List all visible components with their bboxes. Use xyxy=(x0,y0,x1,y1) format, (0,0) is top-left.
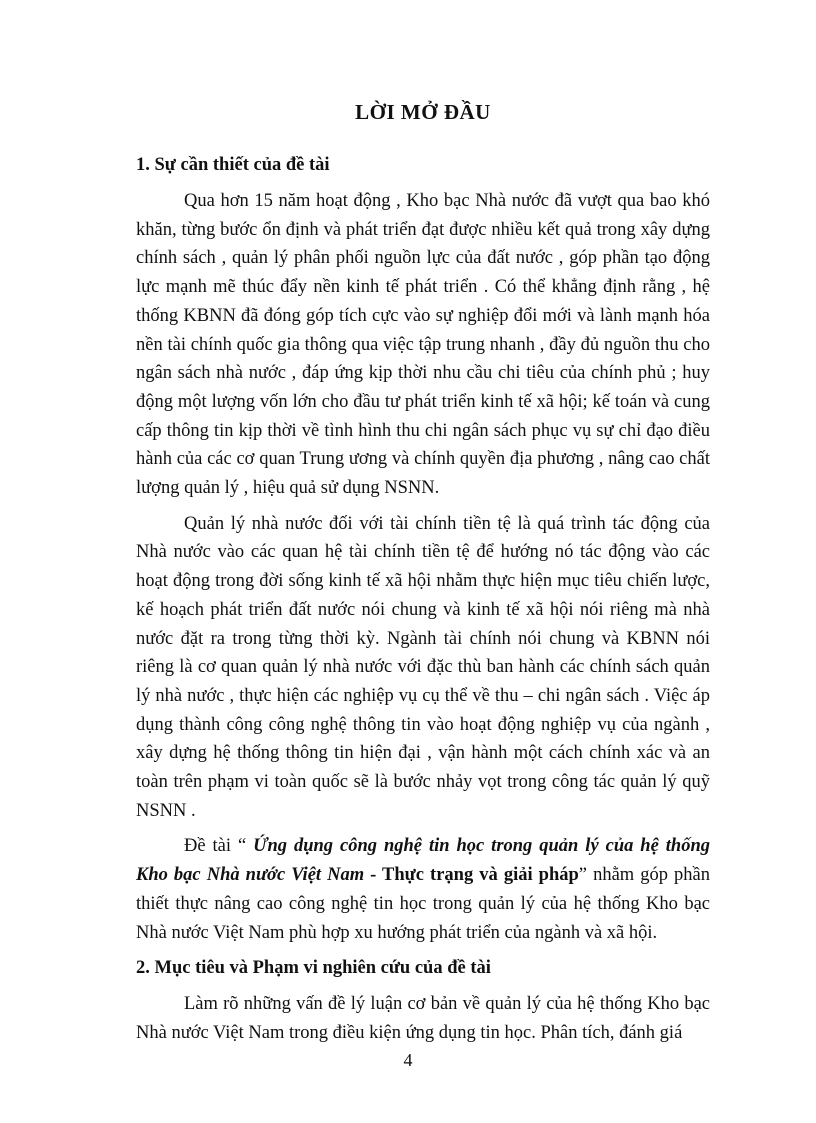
section-1-paragraph-2: Quản lý nhà nước đối với tài chính tiền tệ là quá trình tác động của Nhà nước vào các quan hệ tài chính tiền tệ để hướng nó tác động vào các hoạt động trong đời sống kinh tế xã hội nhằm thực hiện mục tiêu chiến lược, kế hoạch phát triển đất nước nói chung và kinh tế xã hội nói riêng mà nhà nước đặt ra trong từng thời kỳ. Ngành tài chính nói chung và KBNN nói riêng là cơ quan quản lý nhà nước với đặc thù ban hành các chính sách quản lý nhà nước , thực hiện các nghiệp vụ cụ thể về thu – chi ngân sách . Việc áp dụng thành công công nghệ thông tin vào hoạt động nghiệp vụ của ngành , xây dựng hệ thống thông tin hiện đại , vận hành một cách chính xác và an toàn trên phạm vi toàn quốc sẽ là bước nhảy vọt trong công tác quản lý quỹ NSNN . xyxy=(136,513,710,821)
page-title: LỜI MỞ ĐẦU xyxy=(355,100,491,124)
topic-suffix: ” nhằm góp phần thiết thực nâng cao công nghệ tin học trong quản lý của hệ thống Kho bạc Nhà nước Việt Nam phù hợp xu hướng phát triển của ngành và xã hội. xyxy=(136,865,710,943)
section-1-paragraph-1: Qua hơn 15 năm hoạt động , Kho bạc Nhà nước đã vượt qua bao khó khăn, từng bước ổn định và phát triển đạt được nhiều kết quả trong xây dựng chính sách , quản lý phân phối nguồn lực của đất nước , góp phần tạo động lực mạnh mẽ thúc đẩy nền kinh tế phát triển . Có thể khẳng định rằng , hệ thống KBNN đã đóng góp tích cực vào sự nghiệp đổi mới và lành mạnh hóa nền tài chính quốc gia thông qua việc tập trung nhanh , đầy đủ nguồn thu cho ngân sách nhà nước , đáp ứng kịp thời nhu cầu chi tiêu của chính phủ ; huy động một lượng vốn lớn cho đầu tư phát triển kinh tế xã hội; kế toán và cung cấp thông tin kịp thời về tình hình thu chi ngân sách phục vụ sự chỉ đạo điều hành của các cơ quan Trung ương và chính quyền địa phương , nâng cao chất lượng quản lý , hiệu quả sử dụng NSNN. xyxy=(136,191,710,499)
page-content xyxy=(136,100,710,1055)
section-1-heading: 1. Sự cần thiết của đề tài xyxy=(136,155,330,175)
topic-title-rest: - Thực trạng và giải pháp xyxy=(364,865,579,886)
section-2-heading: 2. Mục tiêu và Phạm vi nghiên cứu của đề tài xyxy=(136,958,491,979)
page-number: 4 xyxy=(403,1050,413,1070)
topic-prefix: Đề tài “ xyxy=(184,836,254,857)
section-1-paragraph-3 xyxy=(136,832,710,947)
section-2-paragraph-1: Làm rõ những vấn đề lý luận cơ bản về quản lý của hệ thống Kho bạc Nhà nước Việt Nam trong điều kiện ứng dụng tin học. Phân tích, đánh giá xyxy=(136,994,710,1043)
topic-title-italic: Ứng dụng công nghệ tin học trong quản lý của hệ thống Kho bạc Nhà nước Việt Nam xyxy=(136,836,710,886)
